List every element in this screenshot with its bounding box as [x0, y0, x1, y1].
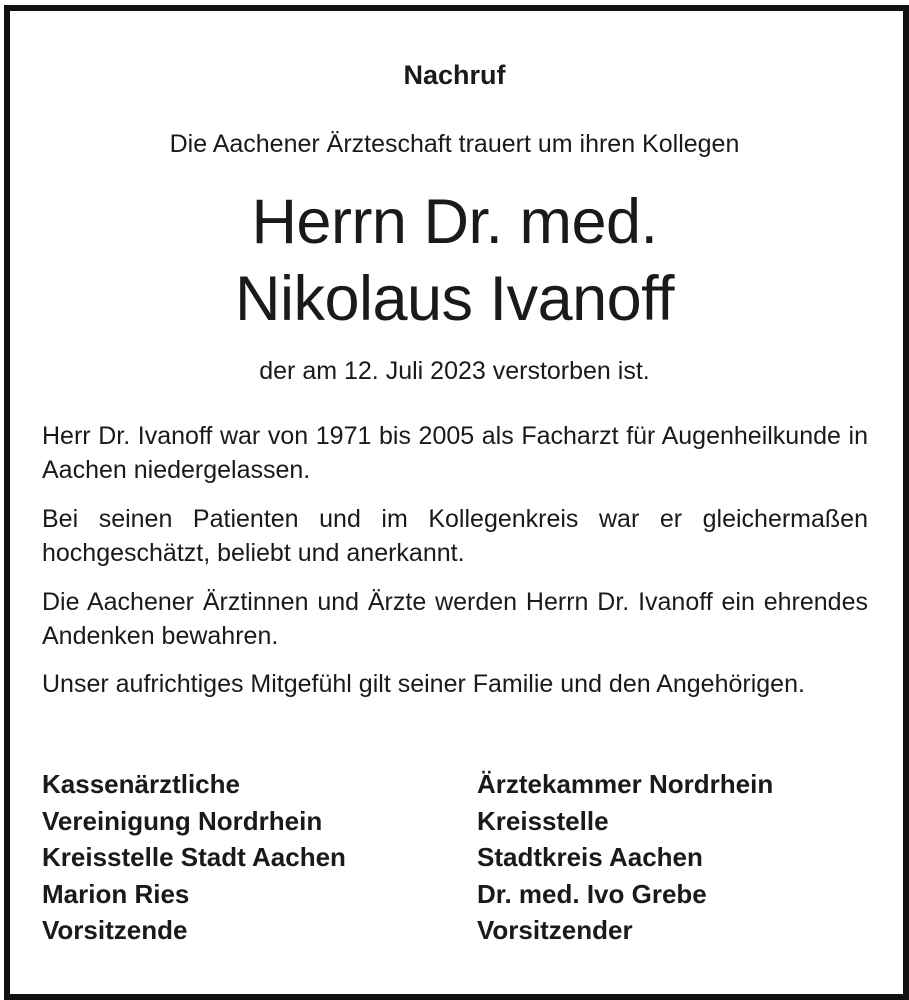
signature-org-line: Ärztekammer Nordrhein	[477, 769, 774, 799]
signature-block-kv-nordrhein	[42, 766, 346, 949]
signature-org-line: Vereinigung Nordrhein	[42, 805, 323, 836]
deceased-name-line-1: Herrn Dr. med.	[251, 187, 658, 257]
intro-line: Die Aachener Ärzteschaft trauert um ihren Kollegen	[169, 130, 740, 158]
signature-org-line: Kreisstelle	[477, 805, 609, 836]
notice-heading: Nachruf	[403, 60, 506, 90]
signature-org-line: Kreisstelle Stadt Aachen	[42, 842, 346, 872]
body-paragraph-condolence: Unser aufrichtiges Mitgefühl gilt seiner Familie und den Angehörigen.	[42, 670, 805, 698]
body-paragraph-esteem: Bei seinen Patienten und im Kollegenkreis war er gleichermaßen hochgeschätzt, beliebt und anerkannt.	[42, 505, 868, 567]
signatory-name: Dr. med. Ivo Grebe	[477, 878, 707, 909]
death-date-line: der am 12. Juli 2023 verstorben ist.	[259, 357, 650, 385]
signature-block-aek-nordrhein	[477, 766, 773, 949]
signatory-name: Marion Ries	[42, 878, 190, 909]
deceased-name-line-2: Nikolaus Ivanoff	[234, 264, 675, 334]
body-paragraph-career: Herr Dr. Ivanoff war von 1971 bis 2005 als Facharzt für Augenheilkunde in Aachen niedergelassen.	[42, 422, 868, 484]
signatory-title: Vorsitzender	[477, 915, 633, 945]
signature-org-line: Stadtkreis Aachen	[477, 842, 703, 872]
signatory-title: Vorsitzende	[42, 915, 188, 945]
signature-org-line: Kassenärztliche	[42, 769, 240, 799]
body-paragraph-remembrance: Die Aachener Ärztinnen und Ärzte werden Herrn Dr. Ivanoff ein ehrendes Andenken bewahren.	[42, 588, 868, 650]
